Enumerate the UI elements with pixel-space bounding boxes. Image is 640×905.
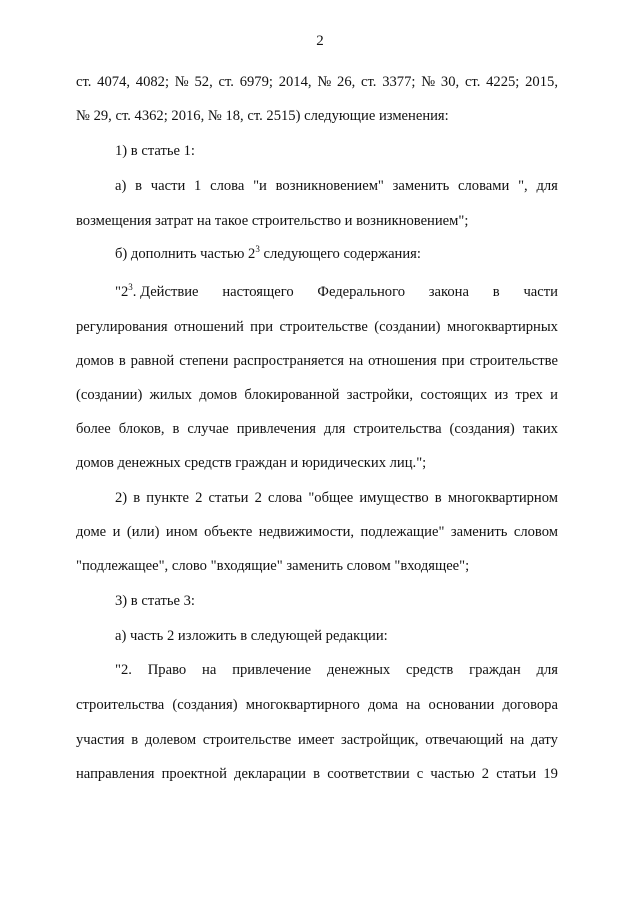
word: (создания): [172, 697, 238, 713]
word: договора: [502, 697, 558, 713]
word: трех: [515, 387, 543, 403]
word: №: [421, 74, 436, 90]
word: отношений: [174, 319, 244, 335]
word: 2): [115, 490, 128, 506]
word: при: [441, 353, 465, 369]
page-number: 2: [316, 33, 324, 49]
text-line: [115, 283, 558, 301]
word: настоящего: [222, 284, 294, 300]
word: строительства: [76, 697, 165, 713]
word: а): [115, 178, 127, 194]
word: на: [406, 697, 421, 713]
superscript: 3: [255, 244, 260, 255]
word: состоящих: [420, 387, 488, 403]
word: имеет: [297, 732, 335, 748]
word: граждан: [469, 662, 521, 678]
word: застройщик,: [341, 732, 419, 748]
word: 52,: [194, 74, 213, 90]
text-line: [76, 731, 558, 749]
word: заменить: [392, 178, 450, 194]
word: на: [348, 353, 364, 369]
word: в: [313, 766, 321, 782]
word: 3377;: [382, 74, 416, 90]
text-segment: [115, 283, 199, 301]
word: проектной: [161, 766, 227, 782]
word: для: [323, 421, 346, 437]
word: на: [202, 662, 217, 678]
word: равной: [130, 353, 175, 369]
text-line: домов денежных средств граждан и юридических лиц.";: [76, 455, 427, 471]
word: пункте: [146, 490, 189, 506]
word: Право: [147, 662, 187, 678]
word: для: [536, 178, 558, 194]
word: статьи: [208, 490, 249, 506]
word: . Действие: [132, 284, 199, 300]
word: случае: [187, 421, 229, 437]
word: "и: [253, 178, 267, 194]
word: соответствии: [327, 766, 410, 782]
word: ст.: [76, 74, 92, 90]
word: степени: [179, 353, 229, 369]
word: таких: [522, 421, 558, 437]
text-line: [76, 696, 558, 714]
word: привлечение: [232, 662, 312, 678]
word: многоквартирном: [447, 490, 558, 506]
word: строительстве: [202, 732, 292, 748]
word: дома: [367, 697, 398, 713]
word: в: [135, 178, 143, 194]
word: и: [112, 524, 121, 540]
word: средств: [406, 662, 454, 678]
word: 6979;: [239, 74, 273, 90]
word: 2: [195, 490, 203, 506]
word: частью: [430, 766, 475, 782]
word: многоквартирных: [446, 319, 558, 335]
word: в: [118, 353, 126, 369]
word: 4225;: [486, 74, 520, 90]
word: строительстве: [279, 319, 368, 335]
text-line: [115, 489, 558, 507]
word: слова: [267, 490, 303, 506]
word: в: [434, 490, 442, 506]
word: денежных: [326, 662, 391, 678]
word: декларации: [234, 766, 306, 782]
word: словом: [513, 524, 558, 540]
word: части: [523, 284, 558, 300]
word: в: [133, 490, 141, 506]
word: направления: [76, 766, 155, 782]
word: дату: [530, 732, 558, 748]
word: основании: [428, 697, 495, 713]
word: в: [492, 284, 500, 300]
word: домов: [199, 387, 238, 403]
word: строительстве: [469, 353, 558, 369]
word: закона: [428, 284, 469, 300]
text-line: а) часть 2 изложить в следующей редакции:: [115, 628, 388, 644]
word: блокированной: [244, 387, 340, 403]
word: (создания): [449, 421, 515, 437]
word: с: [416, 766, 424, 782]
word: на: [509, 732, 525, 748]
word: недвижимости,: [258, 524, 355, 540]
word: подлежащие": [360, 524, 445, 540]
superscript: 3: [128, 282, 133, 293]
word: застройки,: [346, 387, 414, 403]
word: ином: [165, 524, 198, 540]
word: (создании): [76, 387, 143, 403]
list-item-heading: 1) в статье 1:: [115, 143, 195, 159]
word: в: [172, 421, 180, 437]
text-segment: б) дополнить частью 2: [115, 246, 256, 262]
word: привлечения: [236, 421, 316, 437]
word: 2: [254, 490, 262, 506]
text-segment: следующего содержания:: [259, 246, 421, 262]
word: регулирования: [76, 319, 168, 335]
word: долевом: [144, 732, 197, 748]
list-item-heading: 3) в статье 3:: [115, 593, 195, 609]
word: жилых: [149, 387, 192, 403]
word: Федерального: [317, 284, 406, 300]
text-line: возмещения затрат на такое строительство и возникновением";: [76, 213, 469, 229]
text-line: [76, 523, 558, 541]
text-line: [76, 73, 558, 91]
word: (создании): [374, 319, 441, 335]
word: строительства: [353, 421, 442, 437]
word: отношения: [368, 353, 437, 369]
word: 26,: [337, 74, 356, 90]
word: №: [174, 74, 189, 90]
word: (или): [126, 524, 160, 540]
word: заменить: [450, 524, 508, 540]
word: более: [76, 421, 111, 437]
text-line: [76, 318, 558, 336]
word: 2014,: [278, 74, 312, 90]
word: имущество: [359, 490, 429, 506]
text-line: [115, 177, 558, 195]
word: и: [550, 387, 558, 403]
word: 19: [543, 766, 558, 782]
word: из: [494, 387, 509, 403]
word: слова: [210, 178, 245, 194]
word: 4082;: [135, 74, 170, 90]
word: №: [317, 74, 332, 90]
word: при: [250, 319, 274, 335]
word: доме: [76, 524, 107, 540]
word: словами: [458, 178, 510, 194]
word: блоков,: [118, 421, 165, 437]
word: части: [150, 178, 186, 194]
word: возникновением": [275, 178, 384, 194]
text-line: [76, 352, 558, 370]
word: ст.: [464, 74, 481, 90]
word: для: [536, 662, 558, 678]
word: 2: [481, 766, 490, 782]
text-line: [76, 765, 558, 783]
word: распространяется: [233, 353, 344, 369]
word: многоквартирного: [245, 697, 360, 713]
word: объекте: [204, 524, 253, 540]
text-line: [115, 245, 558, 263]
word: участия: [76, 732, 125, 748]
word: ст.: [361, 74, 377, 90]
word: домов: [76, 353, 114, 369]
word: 2015,: [525, 74, 558, 90]
word: "2.: [115, 662, 132, 678]
word: "2: [115, 284, 129, 300]
text-line: № 29, ст. 4362; 2016, № 18, ст. 2515) следующие изменения:: [76, 108, 449, 124]
text-line: [76, 386, 558, 404]
word: 30,: [440, 74, 460, 90]
word: ",: [518, 178, 528, 194]
word: ст.: [218, 74, 234, 90]
word: 1: [194, 178, 202, 194]
word: "общее: [308, 490, 354, 506]
word: 4074,: [97, 74, 131, 90]
text-line: [76, 420, 558, 438]
text-line: "подлежащее", слово "входящие" заменить словом "входящее";: [76, 558, 470, 574]
word: статьи: [496, 766, 537, 782]
word: отвечающий: [425, 732, 504, 748]
word: в: [131, 732, 139, 748]
text-line: [115, 661, 558, 679]
